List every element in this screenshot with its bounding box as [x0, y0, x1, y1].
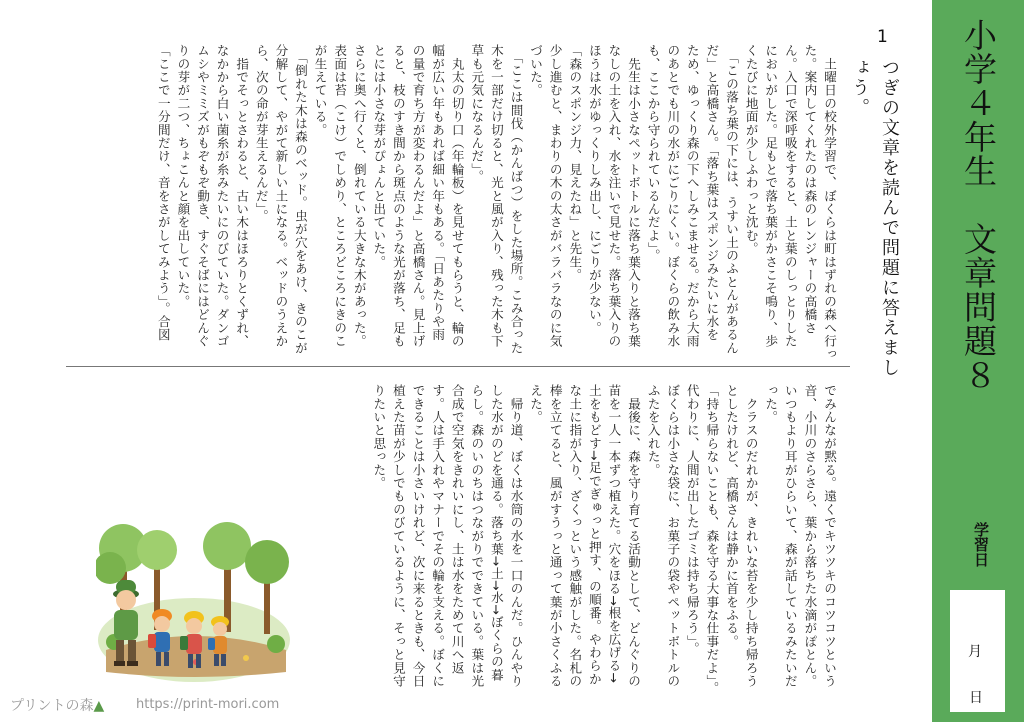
question-instruction: つぎの文章を読んで問題に答えましょう。: [849, 58, 900, 378]
footer-logo-text: プリントの森: [10, 698, 94, 714]
month-label: 月: [968, 644, 982, 660]
section-divider: [66, 366, 850, 367]
day-label: 日: [969, 690, 983, 706]
footer-url[interactable]: https://print-mori.com: [136, 697, 280, 712]
tree-icon: ▲: [93, 698, 105, 714]
worksheet-title: 小学４年生 文章問題８: [959, 18, 998, 392]
study-date-label: 学習日: [972, 522, 990, 567]
footer-logo: [10, 695, 104, 715]
forest-hike-illustration: [96, 522, 292, 684]
passage-part-2: でみんなが黙る。遠くでキツツキのコツコツという 音、小川のさらさら、葉から落ちた水滴がぽとん。 いつもより耳がひらいて、森が話しているみたいだ った。 クラスのだれかが、きれいな苔を少し持ち帰ろう としたけれど、高橋さんは静かに首をふる。 「持ち帰らないことも、森を守る大事な仕事だよ」。 代わりに、人間が出したゴミは持ち帰ろう」。 ぼくらは小さな袋に、お菓子の袋やペットボトルの ふたを入れた。 最後に、森を守り育てる活動として、どんぐりの 苗を一人一本ずつ植えた。穴をほる→根を広げる→ 土をもどす→足でぎゅっと押す、の順番。やわらか な土に指が入り、ざくっという感触がした。名札の 棒を立てると、風がすうっと通って葉が小さくふる えた。 帰り道、ぼくは水筒の水を一口のんだ。ひんやり した水がのどを通る。落ち葉→土→水→ぼくらの暮 らし。森のいのちはつながりでできている。葉は光 合成で空気をきれいにし、土は水をためて川へ返 す。人は手入れやマナーでその輪を支える。ぼくに できることは小さいけれど、次に来るときも、今日 植えた苗が少しでものびているように、そっと見守 りたいと思った。: [371, 384, 837, 695]
passage-part-1: 土曜日の校外学習で、ぼくらは町はずれの森へ行っ た。案内してくれたのは森のレンジャーの高橋さ ん。入口で深呼吸をすると、土と葉のしっとりした においがした。足もとで落ち葉がかさこそ鳴り、歩 くたびに地面が少しふわっと沈む。 「この落ち葉の下には、うすい土のふとんがあるん だ」と高橋さん。「落ち葉はスポンジみたいに水を ため、ゆっくり森の下へしみこませる。だから大雨 のあとでも川の水がにごりにくい。ぼくらの飲み水 も、ここから守られているんだよ」。 先生は小さなペットボトルに落ち葉入りと落ち葉 なしの土を入れ、水を注いで見せた。落ち葉入りの ほうは水がゆっくりしみ出し、にごりが少ない。 「森のスポンジ力、見えたね」と先生。 少し進むと、まわりの木の太さがバラバラなのに気 づいた。 「ここは間伐（かんばつ）をした場所。こみ合った 木を一部だけ切ると、光と風が入り、残った木も下 草も元気になるんだ」。 丸太の切り口（年輪板）を見せてもらうと、輪の 幅が広い年もあれば細い年もある。「日あたりや雨 の量で育ち方が変わるんだよ」と高橋さん。見上げ ると、枝のすき間から斑点のような光が落ち、足も とには小さな芽がぴょんと出ていた。 さらに奥へ行くと、倒れている大きな木があった。 表面は苔（こけ）でしめり、ところどころにきのこ が生えている。 「倒れた木は森のベッド。虫が穴をあけ、きのこが 分解して、やがて新しい土になる。ベッドのうえか ら、次の命が芽生えるんだ」。 指でそっとさわると、古い木はほろりとくずれ、 なかから白い菌糸が糸みたいにのびていた。ダンゴ ムシやミミズがもぞもぞ動き、すぐそばにはどんぐ りの芽が二つ、ちょこんと顔を出していた。 「ここで一分間だけ、音をさがしてみよう」。合図: [155, 44, 837, 361]
question-number: 1: [877, 27, 888, 47]
